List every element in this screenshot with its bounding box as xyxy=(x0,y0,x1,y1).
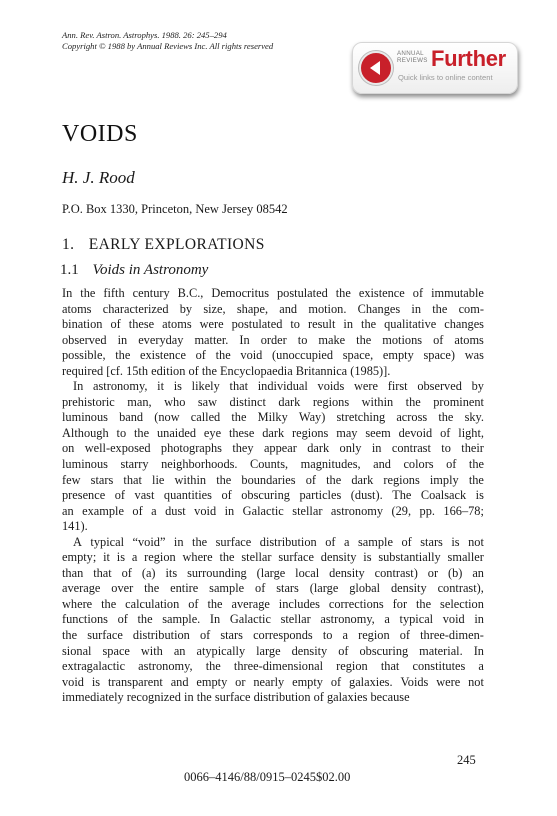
section-heading xyxy=(62,236,265,254)
text-line: immediately recognized in the surface distribution of galaxies because xyxy=(62,690,410,705)
text-line: atoms characterized by size, shape, and motion. Changes in the com- xyxy=(62,301,484,316)
text-line: the surface distribution of stars corresponds to a region of three-dimen- xyxy=(62,628,484,643)
text-line: empty; it is a region where the stellar surface density is substantially smaller xyxy=(62,550,484,565)
text-line: presence of vast quantities of obscuring particles (dust). The Coalsack is xyxy=(62,488,484,503)
article-title: VOIDS xyxy=(62,121,138,147)
section-number: 1. xyxy=(62,236,75,253)
further-badge[interactable] xyxy=(352,42,518,94)
page-number: 245 xyxy=(457,753,476,767)
text-line: average over the entire sample of stars (large global density contrast), xyxy=(62,581,484,596)
subsection-title: Voids in Astronomy xyxy=(92,262,209,278)
text-line: possible, the existence of the void (unoccupied space, empty space) was xyxy=(62,348,484,363)
text-line: observed in everyday matter. In order to make the motions of atoms xyxy=(62,332,484,347)
text-line: than that of (a) its surrounding (large local density contrast) or (b) an xyxy=(62,565,484,580)
paragraph xyxy=(62,286,484,379)
journal-citation: Ann. Rev. Astron. Astrophys. 1988. 26: 245–294 xyxy=(62,30,227,40)
further-label: Further xyxy=(431,46,506,71)
text-line: luminous band (now called the Milky Way) stretching across the sky. xyxy=(62,410,484,425)
text-line: where the calculation of the average includes corrections for the selection xyxy=(62,596,484,611)
text-line: prehistoric man, who saw distinct dark regions within the prominent xyxy=(62,394,484,409)
text-line: 141). xyxy=(62,519,88,534)
annual-label: ANNUAL xyxy=(397,50,424,57)
subsection-heading xyxy=(60,262,208,279)
section-title: EARLY EXPLORATIONS xyxy=(88,236,265,253)
text-line: on well-exposed photographs they appear dark only in contrast to their xyxy=(62,441,484,456)
paragraph xyxy=(62,379,484,534)
text-line: required [cf. 15th edition of the Encyclopaedia Britannica (1985)]. xyxy=(62,363,391,378)
text-line: void is transparent and empty or nearly empty of galaxies. Voids were not xyxy=(62,674,484,689)
text-line: sional space with an atypically large density of obscuring material. In xyxy=(62,643,484,658)
text-line: bination of these atoms were postulated to result in the qualitative changes xyxy=(62,317,484,332)
annual-reviews-label xyxy=(397,50,427,64)
reviews-label: REVIEWS xyxy=(397,57,428,64)
body-text xyxy=(62,286,484,706)
journal-header xyxy=(62,30,273,52)
footer-code: 0066–4146/88/0915–0245$02.00 xyxy=(184,770,351,784)
author-name: H. J. Rood xyxy=(62,168,135,187)
paragraph xyxy=(62,535,484,706)
copyright-line: Copyright © 1988 by Annual Reviews Inc. All rights reserved xyxy=(62,41,274,51)
text-line: A typical “void” in the surface distribution of a sample of stars is not xyxy=(73,534,484,549)
author-address: P.O. Box 1330, Princeton, New Jersey 08542 xyxy=(62,202,288,216)
text-line: luminous starry neighborhoods. Counts, magnitudes, and colors of the xyxy=(62,457,484,472)
subsection-number: 1.1 xyxy=(60,262,79,278)
text-line: extragalactic astronomy, the three-dimensional region that constitutes a xyxy=(62,659,484,674)
text-line: Although to the unaided eye these dark regions may seem devoid of light, xyxy=(62,425,484,440)
badge-tagline: Quick links to online content xyxy=(398,73,493,82)
text-line: In astronomy, it is likely that individual voids were first observed by xyxy=(73,379,484,394)
text-line: In the fifth century B.C., Democritus postulated the existence of immutable xyxy=(62,286,484,300)
text-line: an example of a dust void in Galactic stellar astronomy (29, pp. 166–78; xyxy=(62,503,484,518)
text-line: functions of the sample. In Galactic stellar astronomy, a typical void in xyxy=(62,612,484,627)
arrow-left-icon xyxy=(359,51,393,85)
text-line: few stars that lie within the boundaries of the dark regions imply the xyxy=(62,472,484,487)
